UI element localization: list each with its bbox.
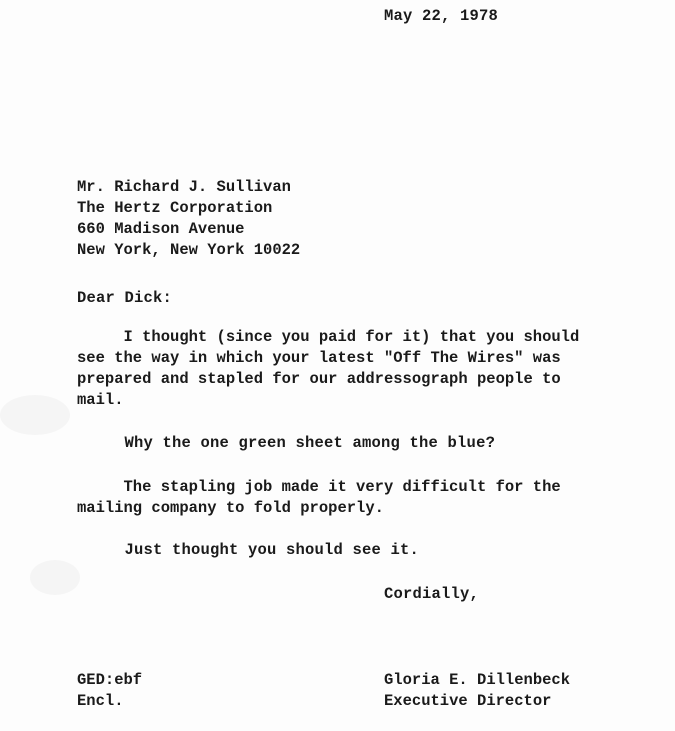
paragraph-line: The stapling job made it very difficult for the xyxy=(77,478,561,496)
enclosure-note: Encl. xyxy=(77,692,124,710)
recipient-city: New York, New York 10022 xyxy=(77,241,301,259)
closing: Cordially, xyxy=(384,585,480,603)
recipient-street: 660 Madison Avenue xyxy=(77,220,245,238)
recipient-name: Mr. Richard J. Sullivan xyxy=(77,178,291,196)
paper-smudge xyxy=(30,560,80,595)
reference-initials xyxy=(77,670,142,712)
letter-date: May 22, 1978 xyxy=(384,7,499,25)
paragraph-line: see the way in which your latest "Off The Wires" was xyxy=(77,349,561,367)
paragraph-line: prepared and stapled for our addressograph people to xyxy=(77,370,561,388)
paragraph-line: I thought (since you paid for it) that you should xyxy=(77,328,580,346)
paragraph-4: Just thought you should see it. xyxy=(77,541,420,559)
salutation: Dear Dick: xyxy=(77,289,173,307)
paper-smudge xyxy=(0,395,70,435)
typist-initials: GED:ebf xyxy=(77,671,143,689)
paragraph-3 xyxy=(77,477,561,519)
recipient-address xyxy=(77,177,300,261)
recipient-company: The Hertz Corporation xyxy=(77,199,273,217)
signer-title: Executive Director xyxy=(384,692,552,710)
paragraph-line: mail. xyxy=(77,391,124,409)
paragraph-line: mailing company to fold properly. xyxy=(77,499,384,517)
paragraph-2: Why the one green sheet among the blue? xyxy=(77,434,496,452)
signer-name: Gloria E. Dillenbeck xyxy=(384,671,571,689)
signature-block xyxy=(384,670,570,712)
paragraph-1 xyxy=(77,327,579,411)
